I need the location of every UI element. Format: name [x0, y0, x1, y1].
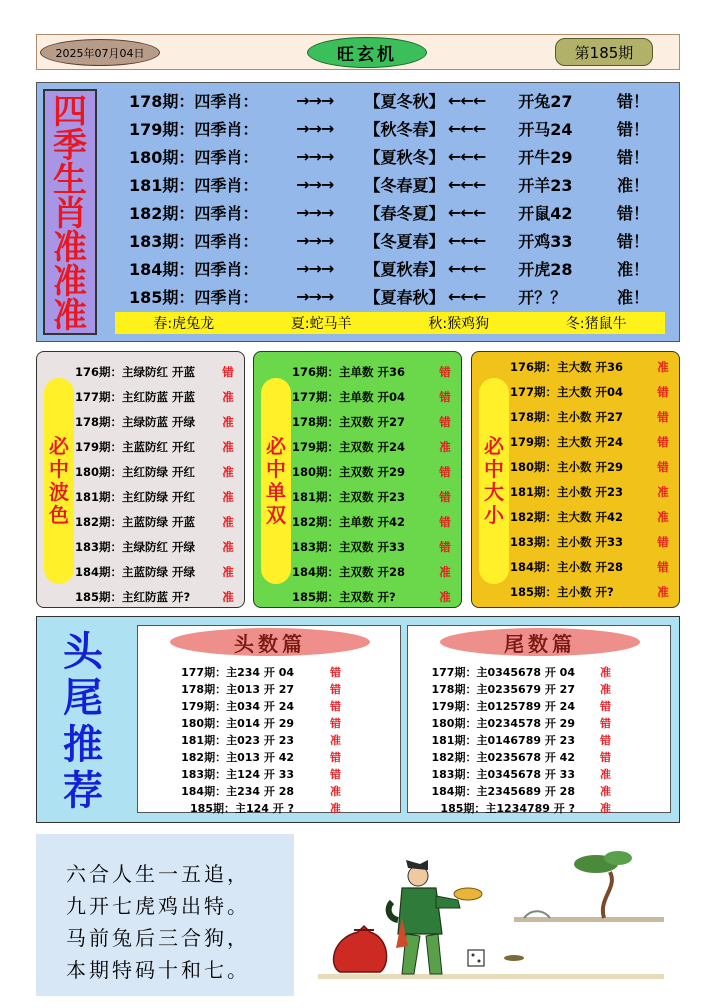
item-text: 184期：主蓝防绿 开绿	[75, 564, 196, 579]
legend-summer: 夏:蛇马羊	[290, 316, 352, 332]
dice-icon	[468, 950, 484, 966]
title-char: 中	[49, 457, 69, 481]
list-item	[75, 534, 239, 559]
row-pick: 【夏秋冬】	[364, 148, 445, 167]
title-char: 中	[266, 457, 286, 481]
list-item	[408, 748, 672, 765]
row-open: 开鸡33	[518, 232, 573, 251]
row-open: 开虎28	[518, 260, 573, 279]
item-text: 179期：主大数 开24	[510, 434, 624, 449]
item-text: 180期：主红防绿 开红	[75, 464, 196, 479]
item-text: 183期：主124 开 33	[181, 767, 294, 781]
item-text: 185期：主124 开 ?	[190, 801, 294, 815]
row-period: 181期：四季肖：	[129, 176, 259, 195]
arrow-right-icon: →→→	[296, 287, 334, 306]
arrow-left-icon: ←←←	[448, 259, 486, 278]
item-text: 185期：主1234789 开 ?	[440, 801, 575, 815]
tail-number-panel	[407, 625, 671, 813]
season-row	[129, 115, 649, 142]
row-pick: 【夏冬秋】	[364, 92, 445, 111]
item-result: 错	[439, 464, 451, 479]
list-item	[292, 434, 456, 459]
tree-icon	[574, 851, 632, 918]
item-result: 错	[657, 384, 669, 399]
item-result: 准	[600, 784, 611, 798]
list-item	[510, 479, 674, 504]
item-result: 错	[439, 514, 451, 529]
item-text: 179期：主蓝防红 开红	[75, 439, 196, 454]
item-text: 181期：主0146789 开 23	[431, 733, 575, 747]
season-zodiac-title	[43, 89, 97, 335]
item-text: 181期：主红防绿 开红	[75, 489, 196, 504]
item-result: 准	[222, 539, 234, 554]
list-item	[292, 409, 456, 434]
item-result: 准	[222, 489, 234, 504]
title-char: 季	[53, 126, 87, 166]
odd-even-box	[253, 351, 462, 608]
row-period: 178期：四季肖：	[129, 92, 259, 111]
item-result: 错	[657, 459, 669, 474]
item-result: 错	[600, 699, 611, 713]
coins-icon	[504, 955, 524, 961]
item-text: 183期：主小数 开33	[510, 534, 624, 549]
list-item	[75, 484, 239, 509]
list-item	[138, 782, 402, 799]
item-text: 178期：主小数 开27	[510, 409, 624, 424]
item-result: 错	[600, 750, 611, 764]
row-pick: 【秋冬春】	[364, 120, 445, 139]
item-text: 184期：主小数 开28	[510, 559, 624, 574]
row-open: 开马24	[518, 120, 573, 139]
season-row	[129, 283, 649, 310]
item-text: 178期：主0235679 开 27	[431, 682, 575, 696]
poem-line: 九开七虎鸡出特。	[66, 894, 250, 918]
item-result: 准	[439, 564, 451, 579]
legend-winter: 冬:猪鼠牛	[565, 316, 627, 332]
item-result: 错	[657, 534, 669, 549]
row-result: 准！	[616, 288, 649, 307]
red-sack-icon	[334, 926, 387, 972]
item-result: 错	[439, 489, 451, 504]
list-item	[75, 434, 239, 459]
arrow-left-icon: ←←←	[448, 91, 486, 110]
list-item	[292, 484, 456, 509]
ground-strip	[514, 917, 664, 922]
item-text: 177期：主单数 开04	[292, 389, 406, 404]
arrow-right-icon: →→→	[296, 91, 334, 110]
item-result: 准	[222, 464, 234, 479]
item-result: 准	[439, 589, 451, 604]
item-result: 错	[330, 716, 341, 730]
title-char: 推	[63, 721, 103, 768]
item-text: 182期：主大数 开42	[510, 509, 624, 524]
title-char: 中	[484, 457, 504, 481]
list-item	[408, 697, 672, 714]
legend-autumn: 秋:猴鸡狗	[428, 316, 490, 332]
item-result: 准	[439, 439, 451, 454]
list-item	[292, 359, 456, 384]
item-result: 准	[222, 414, 234, 429]
title-char: 尾	[63, 675, 103, 722]
date-badge: 2025年07月04日	[40, 39, 160, 66]
season-row	[129, 255, 649, 282]
item-text: 182期：主0235678 开 42	[431, 750, 575, 764]
item-result: 准	[600, 665, 611, 679]
list-item	[292, 559, 456, 584]
item-text: 185期：主双数 开?	[292, 589, 396, 604]
list-item	[408, 799, 672, 816]
item-result: 错	[330, 665, 341, 679]
list-item	[292, 534, 456, 559]
list-item	[75, 509, 239, 534]
row-result: 准！	[616, 176, 649, 195]
item-text: 181期：主023 开 23	[181, 733, 294, 747]
list-item	[138, 697, 402, 714]
list-item	[75, 409, 239, 434]
item-text: 179期：主双数 开24	[292, 439, 406, 454]
item-text: 180期：主014 开 29	[181, 716, 294, 730]
item-result: 错	[600, 716, 611, 730]
item-result: 准	[222, 589, 234, 604]
season-zodiac-section	[36, 82, 680, 342]
head-panel-title: 头数篇	[170, 628, 370, 656]
header-bar	[36, 34, 680, 70]
item-result: 准	[600, 801, 611, 815]
row-pick: 【冬春夏】	[364, 176, 445, 195]
row-open: 开羊23	[518, 176, 573, 195]
list-item	[510, 354, 674, 379]
big-small-box	[471, 351, 680, 608]
item-text: 181期：主双数 开23	[292, 489, 406, 504]
item-result: 错	[657, 559, 669, 574]
season-row	[129, 227, 649, 254]
poem-line: 本期特码十和七。	[66, 958, 250, 982]
wave-color-box	[36, 351, 245, 608]
item-text: 183期：主绿防红 开绿	[75, 539, 196, 554]
title-char: 大	[484, 480, 504, 504]
wave-color-title	[44, 378, 74, 584]
item-result: 错	[439, 389, 451, 404]
item-result: 准	[657, 484, 669, 499]
list-item	[510, 529, 674, 554]
big-small-title	[479, 378, 509, 584]
item-text: 179期：主0125789 开 24	[431, 699, 575, 713]
row-period: 184期：四季肖：	[129, 260, 259, 279]
arrow-left-icon: ←←←	[448, 203, 486, 222]
item-result: 准	[222, 439, 234, 454]
issue-badge: 第185期	[555, 38, 653, 66]
item-text: 182期：主013 开 42	[181, 750, 294, 764]
list-item	[138, 765, 402, 782]
title-char: 四	[53, 92, 87, 132]
item-result: 错	[439, 364, 451, 379]
row-result: 错！	[616, 92, 649, 111]
arrow-left-icon: ←←←	[448, 147, 486, 166]
season-row	[129, 171, 649, 198]
list-item	[138, 714, 402, 731]
title-char: 必	[49, 434, 69, 458]
title-char: 双	[266, 503, 286, 527]
arrow-right-icon: →→→	[296, 175, 334, 194]
item-result: 准	[330, 733, 341, 747]
tail-panel-title: 尾数篇	[440, 628, 640, 656]
row-result: 错！	[616, 148, 649, 167]
item-text: 180期：主小数 开29	[510, 459, 624, 474]
item-text: 185期：主小数 开?	[510, 584, 614, 599]
item-text: 177期：主红防蓝 开蓝	[75, 389, 196, 404]
season-row	[129, 199, 649, 226]
grass-icon	[524, 911, 550, 918]
item-text: 181期：主小数 开23	[510, 484, 624, 499]
item-text: 184期：主234 开 28	[181, 784, 294, 798]
poem-box	[36, 834, 294, 996]
list-item	[75, 584, 239, 609]
list-item	[408, 680, 672, 697]
item-text: 180期：主0234578 开 29	[431, 716, 575, 730]
list-item	[510, 554, 674, 579]
item-text: 177期：主0345678 开 04	[431, 665, 575, 679]
poem-line: 马前兔后三合狗，	[66, 926, 250, 950]
title-char: 必	[266, 434, 286, 458]
list-item	[138, 663, 402, 680]
title-char: 波	[49, 480, 69, 504]
item-result: 错	[330, 682, 341, 696]
season-legend	[115, 312, 665, 334]
row-pick: 【春冬夏】	[364, 204, 445, 223]
item-result: 错	[330, 699, 341, 713]
poem-line: 六合人生一五追，	[66, 862, 250, 886]
arrow-right-icon: →→→	[296, 147, 334, 166]
title-char: 单	[266, 480, 286, 504]
item-result: 错	[330, 767, 341, 781]
list-item	[75, 359, 239, 384]
item-result: 错	[657, 409, 669, 424]
item-result: 错	[657, 434, 669, 449]
odd-even-title	[261, 378, 291, 584]
list-item	[510, 454, 674, 479]
head-tail-title	[43, 629, 123, 814]
row-pick: 【夏春秋】	[364, 288, 445, 307]
list-item	[75, 459, 239, 484]
title-char: 生	[53, 160, 87, 200]
row-open: 开兔27	[518, 92, 573, 111]
head-number-panel	[137, 625, 401, 813]
list-item	[292, 584, 456, 609]
item-text: 178期：主013 开 27	[181, 682, 294, 696]
list-item	[510, 429, 674, 454]
row-pick: 【冬夏春】	[364, 232, 445, 251]
row-period: 183期：四季肖：	[129, 232, 259, 251]
list-item	[292, 459, 456, 484]
row-result: 错！	[616, 204, 649, 223]
item-text: 176期：主绿防红 开蓝	[75, 364, 196, 379]
item-text: 178期：主双数 开27	[292, 414, 406, 429]
item-result: 准	[657, 584, 669, 599]
item-text: 182期：主单数 开42	[292, 514, 406, 529]
list-item	[408, 663, 672, 680]
row-period: 179期：四季肖：	[129, 120, 259, 139]
row-result: 错！	[616, 232, 649, 251]
list-item	[408, 731, 672, 748]
list-item	[292, 384, 456, 409]
item-result: 准	[330, 784, 341, 798]
list-item	[408, 714, 672, 731]
arrow-left-icon: ←←←	[448, 287, 486, 306]
item-result: 准	[600, 767, 611, 781]
list-item	[510, 379, 674, 404]
row-period: 180期：四季肖：	[129, 148, 259, 167]
title-char: 小	[484, 503, 504, 527]
item-result: 准	[222, 564, 234, 579]
row-period: 185期：四季肖：	[129, 288, 259, 307]
row-open: 开鼠42	[518, 204, 573, 223]
item-text: 179期：主034 开 24	[181, 699, 294, 713]
title-char: 必	[484, 434, 504, 458]
list-item	[75, 559, 239, 584]
ground-strip	[318, 974, 664, 979]
row-result: 错！	[616, 120, 649, 139]
page-title: 旺玄机	[307, 37, 427, 68]
list-item	[510, 504, 674, 529]
row-period: 182期：四季肖：	[129, 204, 259, 223]
item-result: 错	[600, 733, 611, 747]
item-text: 184期：主双数 开28	[292, 564, 406, 579]
item-result: 准	[222, 389, 234, 404]
item-result: 准	[600, 682, 611, 696]
item-result: 错	[439, 539, 451, 554]
list-item	[138, 799, 402, 816]
item-text: 176期：主大数 开36	[510, 359, 624, 374]
arrow-left-icon: ←←←	[448, 175, 486, 194]
item-result: 准	[222, 514, 234, 529]
item-text: 184期：主2345689 开 28	[431, 784, 575, 798]
item-result: 错	[330, 750, 341, 764]
item-result: 准	[657, 509, 669, 524]
item-text: 180期：主双数 开29	[292, 464, 406, 479]
item-result: 错	[222, 364, 234, 379]
row-open: 开？？	[518, 288, 567, 307]
list-item	[510, 404, 674, 429]
item-text: 185期：主红防蓝 开?	[75, 589, 191, 604]
item-text: 176期：主单数 开36	[292, 364, 406, 379]
list-item	[408, 782, 672, 799]
title-char: 准	[53, 262, 87, 302]
list-item	[292, 509, 456, 534]
item-text: 178期：主绿防蓝 开绿	[75, 414, 196, 429]
title-char: 头	[63, 629, 103, 676]
item-result: 错	[439, 414, 451, 429]
row-pick: 【夏秋春】	[364, 260, 445, 279]
title-char: 准	[53, 296, 87, 336]
item-text: 177期：主大数 开04	[510, 384, 624, 399]
list-item	[138, 748, 402, 765]
item-result: 准	[330, 801, 341, 815]
title-char: 荐	[63, 767, 103, 814]
title-char: 准	[53, 228, 87, 268]
legend-spring: 春:虎兔龙	[153, 316, 215, 332]
arrow-right-icon: →→→	[296, 203, 334, 222]
arrow-right-icon: →→→	[296, 231, 334, 250]
title-char: 肖	[53, 194, 87, 234]
list-item	[138, 731, 402, 748]
title-char: 色	[49, 503, 69, 527]
arrow-left-icon: ←←←	[448, 231, 486, 250]
season-row	[129, 143, 649, 170]
list-item	[408, 765, 672, 782]
item-result: 准	[657, 359, 669, 374]
arrow-right-icon: →→→	[296, 119, 334, 138]
arrow-left-icon: ←←←	[448, 119, 486, 138]
item-text: 177期：主234 开 04	[181, 665, 294, 679]
list-item	[138, 680, 402, 697]
illustration	[318, 838, 664, 998]
list-item	[75, 384, 239, 409]
item-text: 182期：主蓝防绿 开蓝	[75, 514, 196, 529]
season-row	[129, 87, 649, 114]
item-text: 183期：主0345678 开 33	[431, 767, 575, 781]
row-open: 开牛29	[518, 148, 573, 167]
item-text: 183期：主双数 开33	[292, 539, 406, 554]
arrow-right-icon: →→→	[296, 259, 334, 278]
row-result: 准！	[616, 260, 649, 279]
head-tail-section	[36, 616, 680, 823]
list-item	[510, 579, 674, 604]
